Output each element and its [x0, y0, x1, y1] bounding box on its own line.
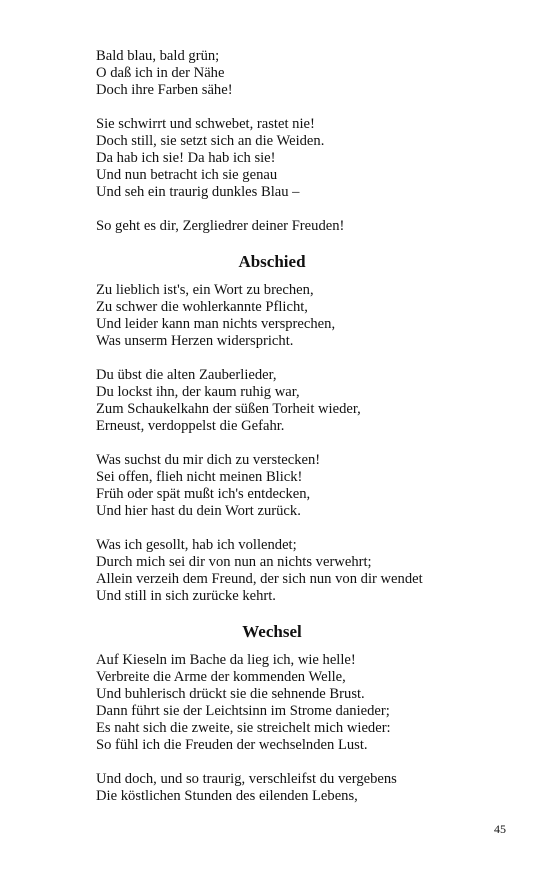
poem-line: Was ich gesollt, hab ich vollendet;: [96, 537, 297, 553]
poem-line: Sei offen, flieh nicht meinen Blick!: [96, 469, 303, 485]
poem-line: Doch ihre Farben sähe!: [96, 82, 233, 98]
stanza: [96, 771, 496, 805]
poem-wechsel: [96, 652, 496, 805]
stanza: [96, 48, 496, 99]
poem-line: Was suchst du mir dich zu verstecken!: [96, 452, 321, 468]
poem-line: Bald blau, bald grün;: [96, 48, 220, 64]
poem-line: Und hier hast du dein Wort zurück.: [96, 503, 301, 519]
poem-line: Erneust, verdoppelst die Gefahr.: [96, 418, 285, 434]
poem-line: Du lockst ihn, der kaum ruhig war,: [96, 384, 300, 400]
poem-line: Auf Kieseln im Bache da lieg ich, wie helle!: [96, 652, 356, 668]
poem-line: Verbreite die Arme der kommenden Welle,: [96, 669, 346, 685]
stanza: [96, 452, 496, 520]
poem-line: Allein verzeih dem Freund, der sich nun von dir wendet: [96, 571, 423, 587]
poem-line: Und leider kann man nichts versprechen,: [96, 316, 336, 332]
poem-line: Und doch, und so traurig, verschleifst du vergebens: [96, 771, 397, 787]
poem-abschied: [96, 282, 496, 605]
poem-title-abschied: Abschied: [238, 252, 306, 271]
poem-line: Da hab ich sie! Da hab ich sie!: [96, 150, 276, 166]
stanza: [96, 367, 496, 435]
poem-line: Früh oder spät mußt ich's entdecken,: [96, 486, 311, 502]
poem-line: Und seh ein traurig dunkles Blau –: [96, 184, 300, 200]
poem-line: So fühl ich die Freuden der wechselnden Lust.: [96, 737, 368, 753]
stanza: [96, 282, 496, 350]
page-number: 45: [494, 822, 506, 836]
stanza: [96, 218, 496, 235]
poem-page: [96, 48, 496, 822]
poem-line: Und still in sich zurücke kehrt.: [96, 588, 276, 604]
poem-line: Was unserm Herzen widerspricht.: [96, 333, 294, 349]
stanza: [96, 116, 496, 201]
poem-line: Es naht sich die zweite, sie streichelt mich wieder:: [96, 720, 391, 736]
poem-line: Dann führt sie der Leichtsinn im Strome danieder;: [96, 703, 390, 719]
stanza: [96, 652, 496, 754]
stanza: [96, 537, 496, 605]
poem-line: Die köstlichen Stunden des eilenden Lebens,: [96, 788, 358, 804]
poem-line: O daß ich in der Nähe: [96, 65, 225, 81]
poem-fragment-top: [96, 48, 496, 235]
poem-line: Und nun betracht ich sie genau: [96, 167, 278, 183]
poem-line: Doch still, sie setzt sich an die Weiden.: [96, 133, 325, 149]
poem-line: Sie schwirrt und schwebet, rastet nie!: [96, 116, 315, 132]
poem-line: So geht es dir, Zergliedrer deiner Freuden!: [96, 218, 345, 234]
poem-line: Zu schwer die wohlerkannte Pflicht,: [96, 299, 308, 315]
poem-line: Durch mich sei dir von nun an nichts verwehrt;: [96, 554, 372, 570]
poem-line: Du übst die alten Zauberlieder,: [96, 367, 277, 383]
poem-title-wechsel: Wechsel: [242, 622, 302, 641]
poem-line: Zu lieblich ist's, ein Wort zu brechen,: [96, 282, 314, 298]
poem-line: Zum Schaukelkahn der süßen Torheit wieder,: [96, 401, 361, 417]
poem-line: Und buhlerisch drückt sie die sehnende Brust.: [96, 686, 365, 702]
